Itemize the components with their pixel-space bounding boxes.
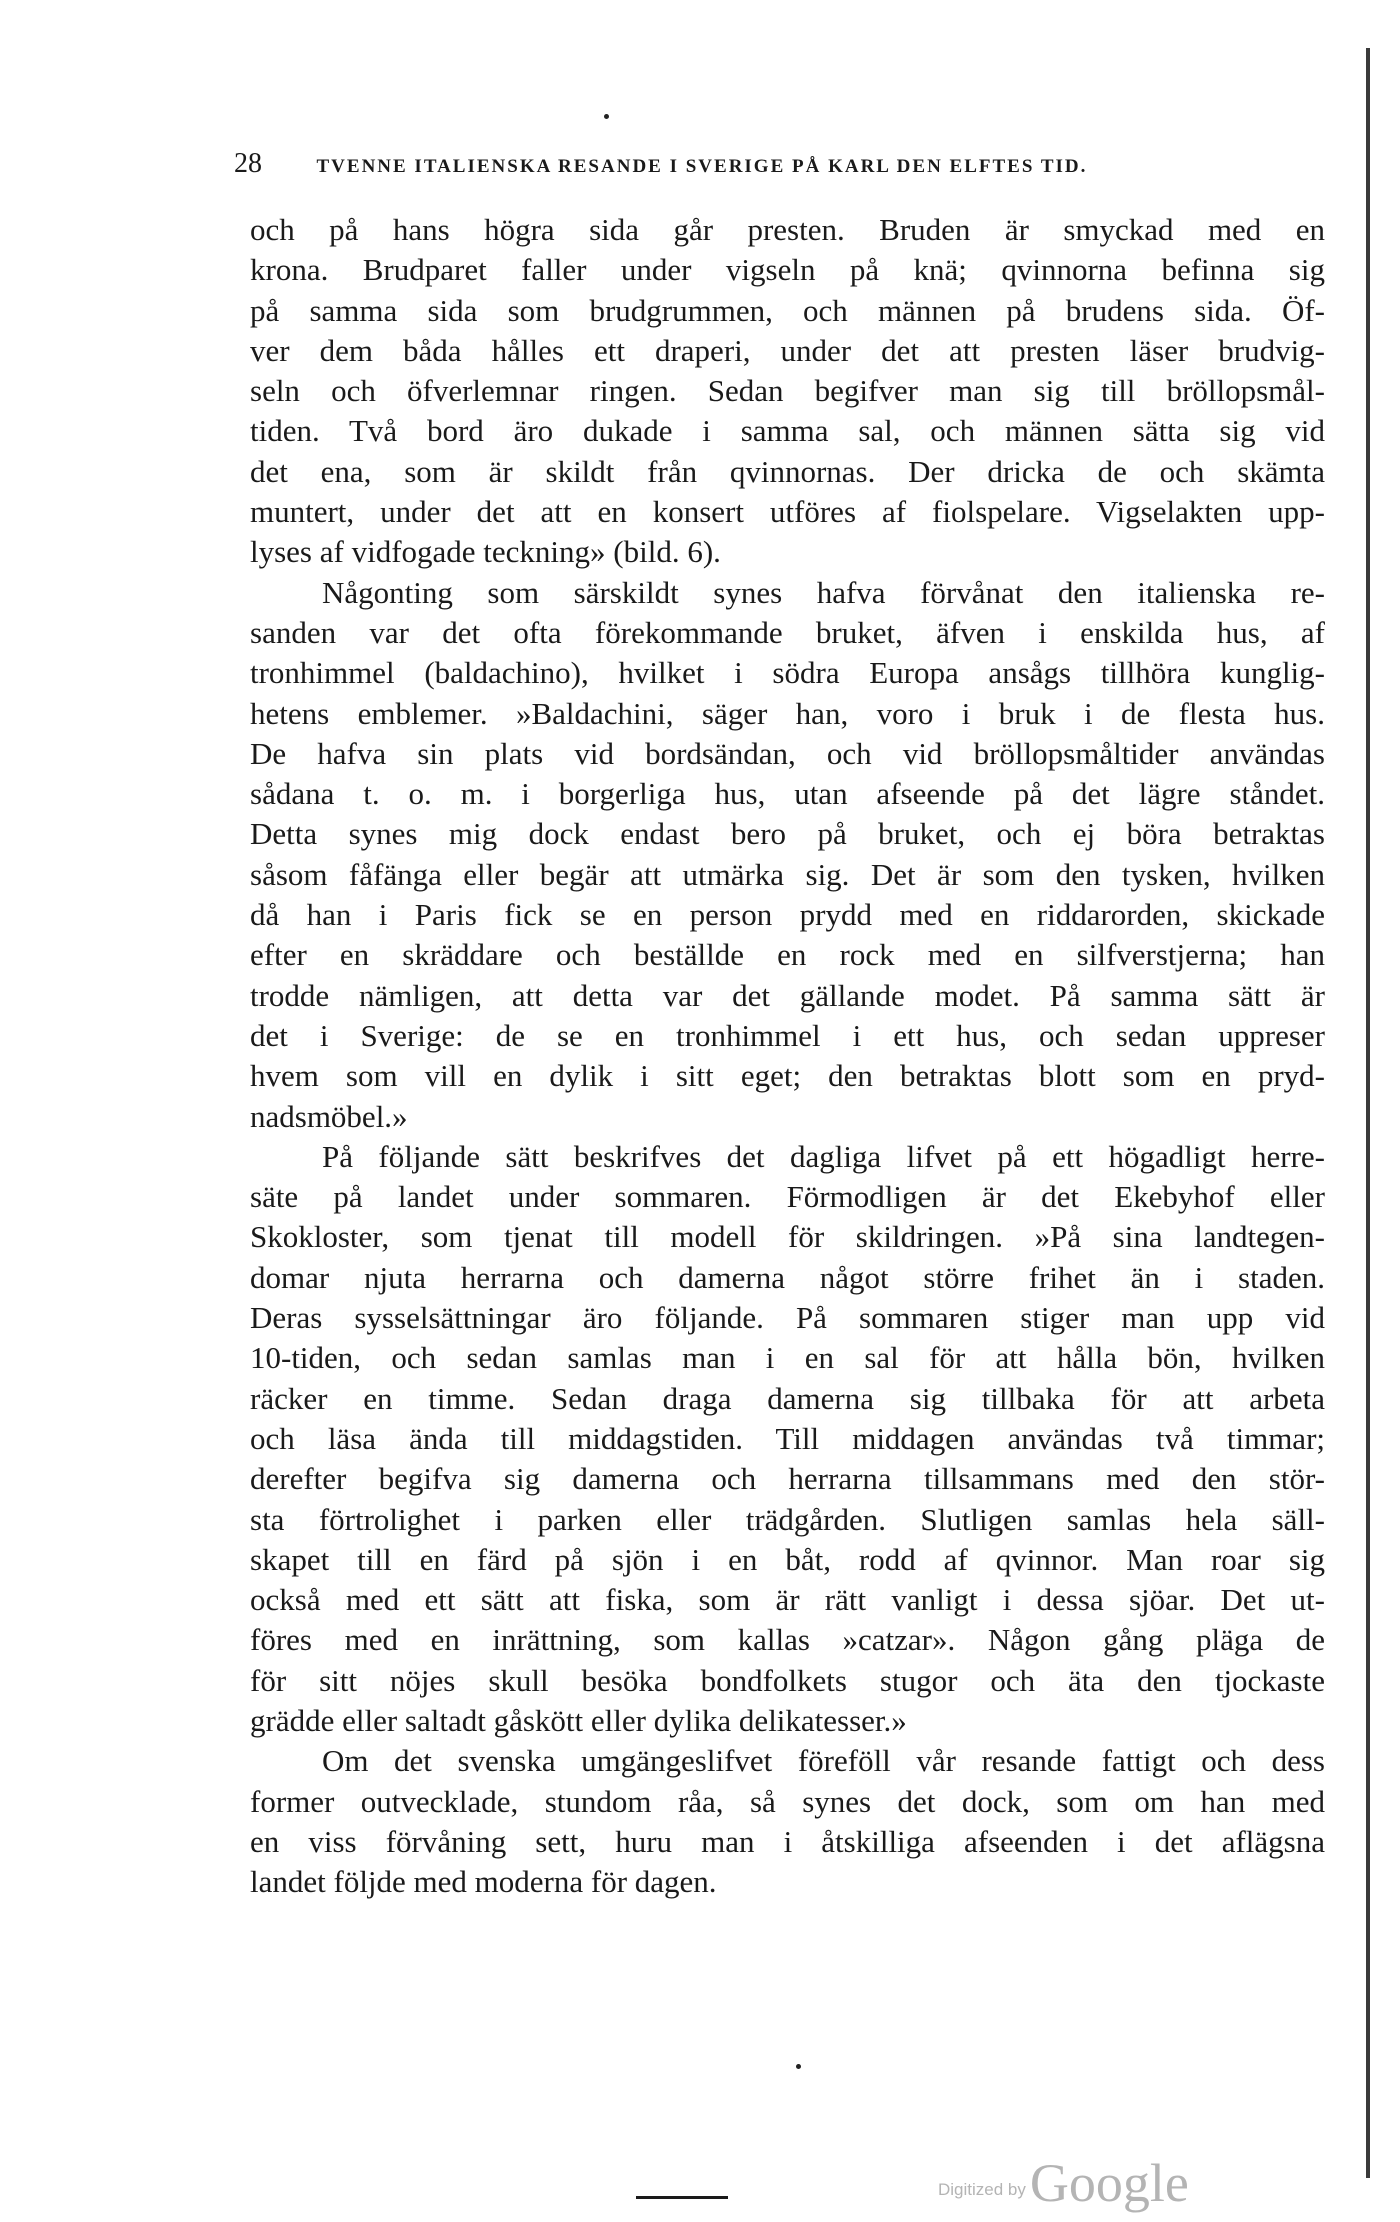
text-line: hvem som vill en dylik i sitt eget; den betraktas blott som en pryd- (250, 1058, 1325, 1094)
text-line: De hafva sin plats vid bordsändan, och vid bröllopsmåltider användas (250, 735, 1325, 771)
text-line: Skokloster, som tjenat till modell för skildringen. »På sina landtegen- (250, 1219, 1325, 1255)
text-line: landet följde med moderna för dagen. (250, 1864, 717, 1900)
text-line: 10-tiden, och sedan samlas man i en sal för att hålla bön, hvilken (250, 1340, 1325, 1376)
text-line: föres med en inrättning, som kallas »catzar». Någon gång pläga de (250, 1622, 1325, 1658)
text-line: nadsmöbel.» (250, 1098, 408, 1134)
text-line: Om det svenska umgängeslifvet föreföll vår resande fattigt och dess (322, 1743, 1325, 1779)
digitized-by-google-watermark (938, 2152, 1189, 2214)
text-line: räcker en timme. Sedan draga damerna sig tillbaka för att arbeta (250, 1380, 1325, 1416)
text-line: då han i Paris fick se en person prydd med en riddarorden, skickade (250, 897, 1325, 933)
text-line: tiden. Två bord äro dukade i samma sal, och männen sätta sig vid (250, 413, 1325, 449)
text-line: krona. Brudparet faller under vigseln på knä; qvinnorna befinna sig (250, 252, 1325, 288)
text-line: efter en skräddare och beställde en rock med en silfverstjerna; han (250, 937, 1325, 973)
running-header (234, 148, 1234, 180)
text-line: muntert, under det att en konsert utföres af fiolspelare. Vigselakten upp- (250, 494, 1325, 530)
text-line: seln och öfverlemnar ringen. Sedan begifver man sig till bröllopsmål- (250, 373, 1325, 409)
text-line: På följande sätt beskrifves det dagliga lifvet på ett högadligt herre- (322, 1138, 1325, 1174)
text-line: också med ett sätt att fiska, som är rätt vanligt i dessa sjöar. Det ut- (250, 1582, 1325, 1618)
body-text (250, 210, 1325, 1902)
text-line: en viss förvåning sett, huru man i åtskilliga afseenden i det aflägsna (250, 1823, 1325, 1859)
text-line: det i Sverige: de se en tronhimmel i ett hus, och sedan uppreser (250, 1017, 1325, 1053)
page-number: 28 (234, 148, 262, 179)
text-line: Någonting som särskildt synes hafva förvånat den italienska re- (322, 574, 1325, 610)
page-edge-shadow (1366, 48, 1370, 2178)
text-line: skapet till en färd på sjön i en båt, rodd af qvinnor. Man roar sig (250, 1541, 1325, 1577)
text-line: sta förtrolighet i parken eller trädgården. Slutligen samlas hela säll- (250, 1501, 1325, 1537)
running-title: TVENNE ITALIENSKA RESANDE I SVERIGE PÅ KARL DEN ELFTES TID. (316, 156, 1088, 177)
text-line: för sitt nöjes skull besöka bondfolkets stugor och äta den tjockaste (250, 1662, 1325, 1698)
text-line: säte på landet under sommaren. Förmodligen är det Ekebyhof eller (250, 1179, 1325, 1215)
watermark-prefix: Digitized by (938, 2180, 1026, 2199)
text-line: och läsa ända till middagstiden. Till middagen användas två timmar; (250, 1420, 1325, 1456)
text-line: trodde nämligen, att detta var det gällande modet. På samma sätt är (250, 977, 1325, 1013)
text-line: domar njuta herrarna och damerna något större frihet än i staden. (250, 1259, 1325, 1295)
bottom-edge-mark (636, 2196, 728, 2199)
text-line: det ena, som är skildt från qvinnornas. Der dricka de och skämta (250, 453, 1325, 489)
text-line: lyses af vidfogade teckning» (bild. 6). (250, 534, 721, 570)
text-line: tronhimmel (baldachino), hvilket i södra Europa ansågs tillhöra kunglig- (250, 655, 1325, 691)
text-line: sådana t. o. m. i borgerliga hus, utan afseende på det lägre ståndet. (250, 776, 1325, 812)
text-line: ver dem båda hålles ett draperi, under det att presten läser brudvig- (250, 332, 1325, 368)
text-line: hetens emblemer. »Baldachini, säger han, voro i bruk i de flesta hus. (250, 695, 1325, 731)
text-line: sanden var det ofta förekommande bruket, äfven i enskilda hus, af (250, 614, 1325, 650)
text-line: Detta synes mig dock endast bero på bruket, och ej böra betraktas (250, 816, 1325, 852)
text-line: derefter begifva sig damerna och herrarna tillsammans med den stör- (250, 1461, 1325, 1497)
text-line: former outvecklade, stundom råa, så synes det dock, som om han med (250, 1783, 1325, 1819)
text-line: Deras sysselsättningar äro följande. På sommaren stiger man upp vid (250, 1300, 1325, 1336)
google-logo: Google (1029, 2153, 1189, 2213)
speck (604, 114, 609, 119)
text-line: och på hans högra sida går presten. Bruden är smyckad med en (250, 212, 1325, 247)
text-line: på samma sida som brudgrummen, och männen på brudens sida. Öf- (250, 292, 1325, 328)
speck (796, 2064, 801, 2069)
text-line: såsom fåfänga eller begär att utmärka sig. Det är som den tysken, hvilken (250, 856, 1325, 892)
text-line: grädde eller saltadt gåskött eller dylika delikatesser.» (250, 1702, 907, 1738)
